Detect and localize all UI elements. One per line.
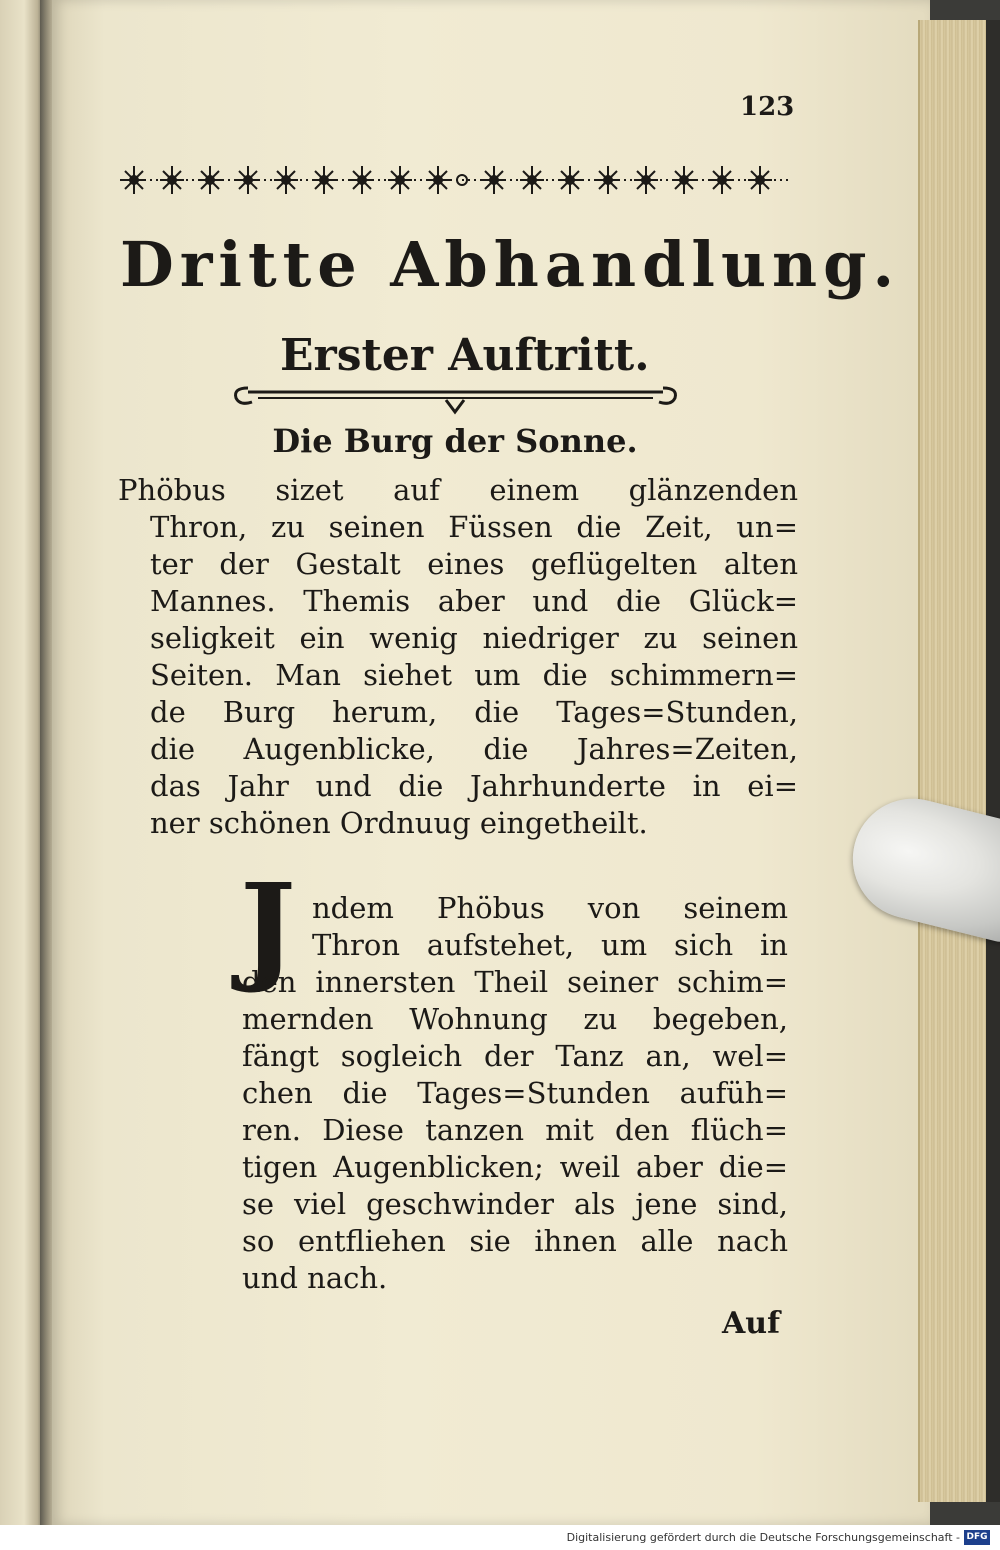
ornament-border [120,160,788,200]
stage-line: ter der Gestalt eines geflügelten alten [150,547,798,581]
body-line: den innersten Theil seiner schim= [242,965,788,999]
setting-title: Die Burg der Sonne. [272,422,638,460]
page-edges-stack [918,20,988,1502]
left-page-edge [0,0,44,1525]
footer-credit: Digitalisierung gefördert durch die Deutsche Forschungsgemeinschaft - [566,1531,960,1544]
stage-line: Mannes. Themis aber und die Glück= [150,584,798,618]
stage-line: Seiten. Man siehet um die schimmern= [150,658,798,692]
body-line: tigen Augenblicken; weil aber die= [242,1150,788,1184]
stage-line: das Jahr und die Jahrhunderte in ei= [150,769,798,803]
body-line: so entfliehen sie ihnen alle nach [242,1224,788,1258]
stage-line: ner schönen Ordnuug eingetheilt. [150,806,648,840]
body-line: fängt sogleich der Tanz an, wel= [242,1039,788,1073]
body-line: und nach. [242,1261,388,1295]
stage-line: de Burg herum, die Tages=Stunden, [150,695,798,729]
treatise-heading: Dritte Abhandlung. [120,228,901,301]
body-line: ren. Diese tanzen mit den flüch= [242,1113,788,1147]
stage-line: seligkeit ein wenig niedriger zu seinen [150,621,798,655]
stage-line: Thron, zu seinen Füssen die Zeit, un= [150,510,798,544]
stage-direction [118,472,798,842]
catchword: Auf [722,1306,780,1341]
edge-shadow [986,20,1000,1502]
body-line: mernden Wohnung zu begeben, [242,1002,788,1036]
body-line: Thron aufstehet, um sich in [312,928,788,962]
scene-heading: Erster Auftritt. [280,330,650,381]
body-paragraph [242,890,788,1297]
body-line: ndem Phöbus von seinem [312,891,788,925]
body-line: chen die Tages=Stunden aufüh= [242,1076,788,1110]
stage-line: Phöbus sizet auf einem glänzenden [118,473,798,507]
drop-cap: J [240,857,296,996]
scroll-rule-ornament [228,368,683,418]
dfg-logo[interactable]: DFG [964,1530,990,1545]
footer-bar [0,1525,1000,1550]
stage-line: die Augenblicke, die Jahres=Zeiten, [150,732,798,766]
page-number: 123 [740,92,795,122]
body-line: se viel geschwinder als jene sind, [242,1187,788,1221]
